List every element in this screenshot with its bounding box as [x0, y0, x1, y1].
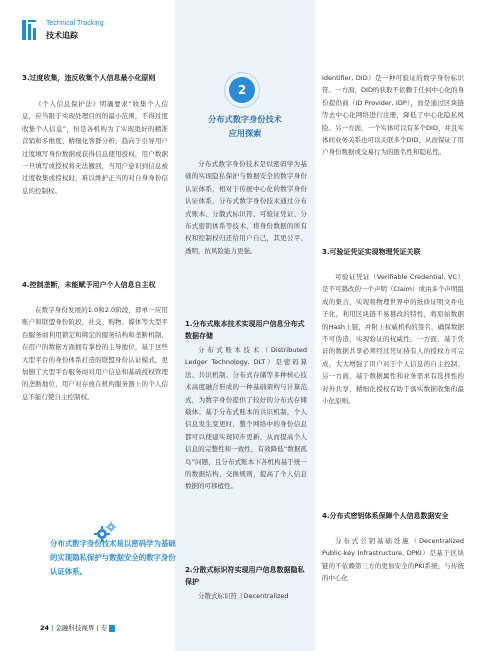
middle-intro-paragraph: 分布式数字身份技术是以密码学为基础的实现隐私保护与数据安全的数字身份认证体系，相对于传统中心化的数字身份认证体系，分布式数字身份技术通过分布式账本、分散式标识符、可验证凭证、分布式密钥体系等技术，将身份数据的所有权和控制权归还给用户自己，其更公平、透明，抗风险能力更强。: [185, 160, 307, 255]
middle-s1-paragraph: 分布式账本技术（Distributed Ledger Technology, DLT）是密码算法、共识机制、分布式存储等多种核心技术高度融合形成的一种基础架构与计算范式，为数字身份提供了较好的分布式存储载体。基于分布式账本的共识机制，个人信息发生变更时，整个网络中的身份信息都可以使建实现同步更新，从而提高个人信息的完整性和一致性，有效降低“数据孤岛”问题，且分布式账本下各机构基于统一的数据结构、交换规则，提高了个人信息数据的可移植性。: [185, 346, 307, 491]
header-title-cn: 技术追踪: [46, 31, 78, 40]
pull-quote: 分布式数字身份技术是以密码学为基础的实现隐私保护与数据安全的数字身份认证体系。: [50, 539, 176, 576]
left-s3-heading: 3.过度收集，违反收集个人信息最小化原则: [22, 74, 156, 82]
right-s3-heading: 3.可验证凭证实现物理凭证关联: [322, 248, 421, 256]
column-logo-icon: [22, 20, 40, 40]
middle-title-line2: 应用探索: [228, 128, 262, 138]
middle-s1-heading: 1.分布式账本技术实现用户信息分布式数据存储: [185, 320, 305, 341]
section-number-badge: 2: [229, 77, 255, 103]
right-s3-paragraph: 可验证凭证（Verifiable Credential, VC）是不可篡改的一个声明（Claim）或由多个声明组成的集合，实现将物理世界中的纸质证明文件电子化，利用区块链不易篡改的特性，将原始数据的Hash上链，并附上权威机构的签名，确保数据不可伪造，实现验证的权威性。一方面，基于凭证的数据共享必须经过凭证持有人的授权方可完成，大大增强了用户对于个人信息的自主控制；另一方面，基于数据属性和业务需求有选择性的对外共享，精细化授权有助于落实数据收集的最小化原则。: [322, 273, 464, 406]
page-footer: [40, 623, 115, 632]
right-intro-paragraph: Identifier, DID）是一种可验证的数字身份标识符。一方面，DID的获取不依赖于任何中心化的身份提供商（ID Provider, IDP），而是通过区块链等去中心化网络进行注册，降低了中心化隐私风险。另一方面，一个实体可以有多个DID，并且实体间业务关系也可以关联多个DID，从而保证了用户身份数据或交易行为的匿名性和隐私性。: [322, 74, 464, 157]
journal-name: 金融科技视界: [55, 624, 95, 632]
right-s4-heading: 4.分布式密钥体系保障个人信息数据安全: [322, 512, 449, 520]
right-s4-paragraph: 分布式公钥基础设施（Decentralized Public-key Infrastructure, DPKI）是基于区块链的不依赖第三方的更加安全的PKI系统，与传统的中心化: [322, 537, 464, 583]
left-s3-paragraph: 《个人信息保护法》明确要求“收集个人信息，应当限于实现处理目的的最小范围，不得过度收集个人信息”，但是各机构为了实现更好的精准营销和多维度、精细化客群分析，趋向于引导用户过度填写身份数据或获得信息使用授权，用户数据一旦填写或授权将无法撤回，当用户意识到信息被过度收集或授权时，难以维护正当的对自身身份信息的控制权。: [22, 100, 168, 195]
header-title-en: Technical Tracking: [46, 20, 104, 27]
middle-s2-heading: 2.分散式标识符实现用户信息数据隐私保护: [185, 566, 305, 587]
footer-separator: |: [96, 624, 99, 632]
left-s4-paragraph: 在数字身份发展的1.0和2.0阶段，即单一应用账户和联盟身份阶段，社交、购物、媒体等大型平台服务商利用锁定和绑定的服务结构和垄断机制，在用户的数据方面拥有掌控的主导地位，基于这些大型平台的身份体系打造的联盟身份认证模式，更加剧了大型平台服务商对用户信息和基础授权管理的垄断地位，用户对存放在机构服务器上的个人信息不能行使自主控制权。: [22, 306, 168, 401]
section-mark: 专: [100, 624, 108, 632]
footer-separator: |: [51, 624, 54, 632]
middle-s2-paragraph: 分散式标识符（Decentralized: [198, 592, 289, 600]
middle-title: [175, 112, 315, 140]
footer-box-icon: [109, 625, 115, 632]
left-s4-heading: 4.控制垄断，未能赋予用户个人信息自主权: [22, 281, 156, 289]
middle-title-line1: 分布式数字身份技术: [208, 114, 282, 124]
page-number: 24: [40, 624, 50, 632]
